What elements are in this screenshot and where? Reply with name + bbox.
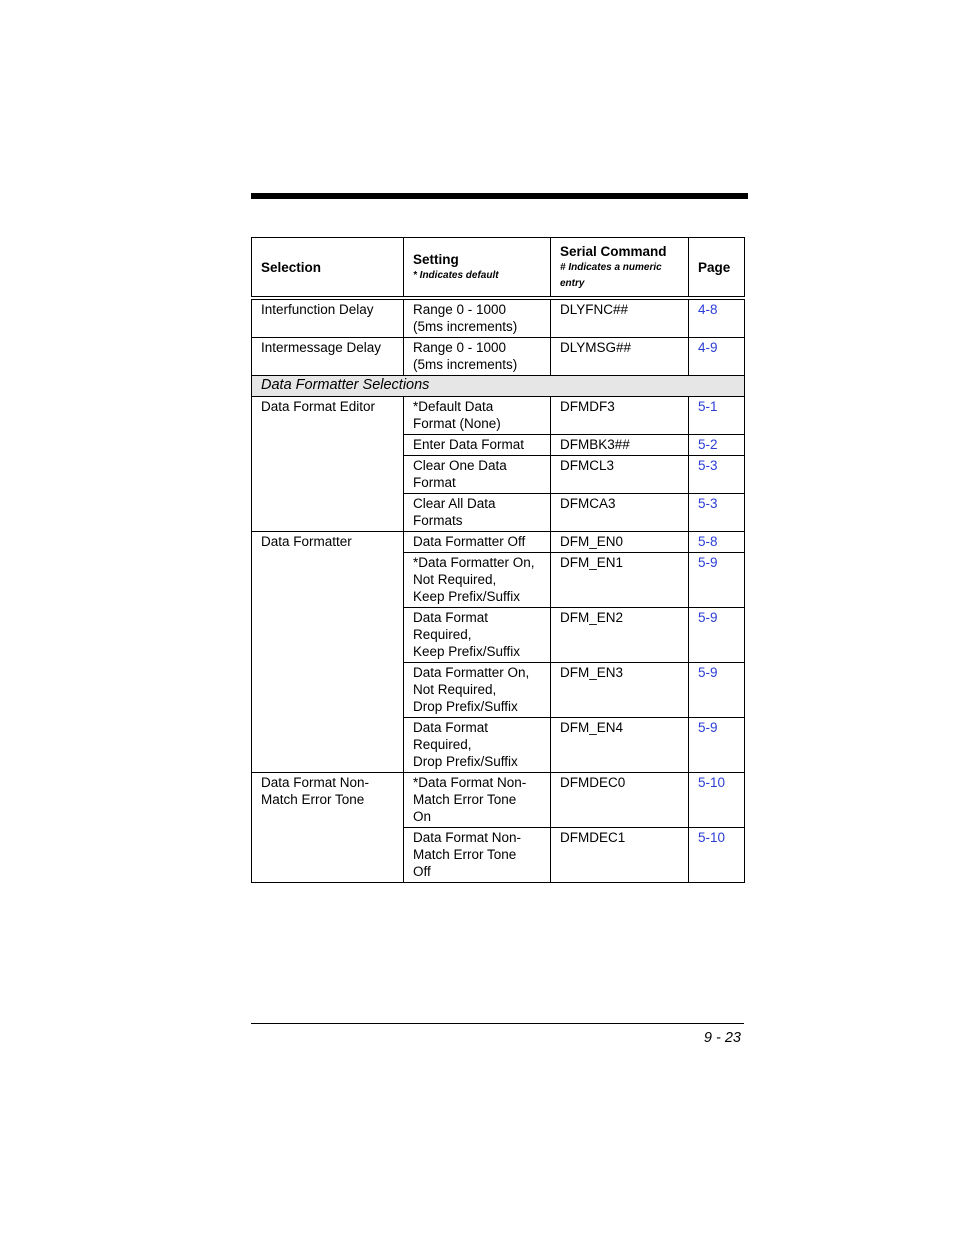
setting-line: *Default Data bbox=[413, 399, 494, 414]
serial-command-table bbox=[251, 237, 745, 883]
page-link[interactable]: 5-10 bbox=[698, 775, 726, 790]
selection-cell: Intermessage Delay bbox=[252, 338, 404, 376]
setting-line: Off bbox=[413, 864, 431, 879]
setting-line: (5ms increments) bbox=[413, 319, 518, 334]
page-cell bbox=[689, 397, 745, 435]
setting-cell bbox=[404, 608, 551, 663]
setting-cell bbox=[404, 298, 551, 338]
page-number: 9 - 23 bbox=[703, 1030, 741, 1046]
page-cell bbox=[689, 718, 745, 773]
setting-line: Keep Prefix/Suffix bbox=[413, 589, 521, 604]
command-cell: DFMBK3## bbox=[551, 435, 689, 456]
selection-cell bbox=[252, 532, 404, 773]
setting-cell bbox=[404, 338, 551, 376]
setting-line: Clear All Data bbox=[413, 496, 496, 511]
page-link[interactable]: 5-2 bbox=[698, 437, 718, 452]
header-serial-label: Serial Command bbox=[560, 243, 667, 259]
section-row bbox=[252, 376, 745, 397]
page-cell bbox=[689, 532, 745, 553]
setting-line: Required, bbox=[413, 627, 472, 642]
setting-line: Match Error Tone bbox=[413, 792, 517, 807]
command-cell: DLYMSG## bbox=[551, 338, 689, 376]
setting-line: Data Formatter Off bbox=[413, 534, 526, 549]
command-cell: DFM_EN2 bbox=[551, 608, 689, 663]
selection-cell bbox=[252, 397, 404, 532]
table-row bbox=[252, 773, 745, 828]
setting-cell bbox=[404, 435, 551, 456]
setting-line: Drop Prefix/Suffix bbox=[413, 754, 518, 769]
header-setting-label: Setting bbox=[413, 251, 459, 267]
selection-line: Data Formatter bbox=[261, 534, 352, 549]
command-cell: DFMDF3 bbox=[551, 397, 689, 435]
setting-line: (5ms increments) bbox=[413, 357, 518, 372]
setting-line: Data Format bbox=[413, 610, 489, 625]
setting-line: Required, bbox=[413, 737, 472, 752]
setting-line: Format bbox=[413, 475, 456, 490]
page-cell bbox=[689, 773, 745, 828]
setting-line: Data Format bbox=[413, 720, 489, 735]
selection-line: Match Error Tone bbox=[261, 792, 365, 807]
setting-cell bbox=[404, 553, 551, 608]
setting-line: Drop Prefix/Suffix bbox=[413, 699, 518, 714]
page-link[interactable]: 5-8 bbox=[698, 534, 718, 549]
setting-line: Data Format Non- bbox=[413, 830, 522, 845]
setting-cell bbox=[404, 773, 551, 828]
setting-cell bbox=[404, 397, 551, 435]
setting-line: Match Error Tone bbox=[413, 847, 517, 862]
command-cell: DLYFNC## bbox=[551, 298, 689, 338]
header-setting bbox=[404, 238, 551, 299]
page-cell bbox=[689, 435, 745, 456]
table-row bbox=[252, 298, 745, 338]
selection-line: Data Format Non- bbox=[261, 775, 370, 790]
command-cell: DFM_EN3 bbox=[551, 663, 689, 718]
page-cell bbox=[689, 494, 745, 532]
page-cell bbox=[689, 608, 745, 663]
setting-line: Format (None) bbox=[413, 416, 501, 431]
page-link[interactable]: 4-9 bbox=[698, 340, 718, 355]
selection-cell bbox=[252, 773, 404, 883]
setting-cell bbox=[404, 456, 551, 494]
setting-line: Clear One Data bbox=[413, 458, 507, 473]
setting-line: Range 0 - 1000 bbox=[413, 340, 507, 355]
command-cell: DFM_EN1 bbox=[551, 553, 689, 608]
page-cell bbox=[689, 828, 745, 883]
page-link[interactable]: 5-10 bbox=[698, 830, 726, 845]
setting-cell bbox=[404, 663, 551, 718]
page-link[interactable]: 5-9 bbox=[698, 720, 718, 735]
table-body bbox=[252, 298, 745, 883]
table-row bbox=[252, 532, 745, 553]
table-row bbox=[252, 338, 745, 376]
page-link[interactable]: 5-9 bbox=[698, 610, 718, 625]
page-cell bbox=[689, 338, 745, 376]
command-cell: DFM_EN4 bbox=[551, 718, 689, 773]
setting-cell bbox=[404, 532, 551, 553]
page-cell bbox=[689, 298, 745, 338]
header-setting-note: * Indicates default bbox=[413, 269, 499, 281]
setting-line: Not Required, bbox=[413, 682, 497, 697]
setting-cell bbox=[404, 718, 551, 773]
page-cell bbox=[689, 663, 745, 718]
page-link[interactable]: 5-1 bbox=[698, 399, 718, 414]
page-link[interactable]: 5-9 bbox=[698, 665, 718, 680]
footer-rule bbox=[251, 1023, 744, 1024]
setting-line: Data Formatter On, bbox=[413, 665, 530, 680]
command-cell: DFMDEC0 bbox=[551, 773, 689, 828]
command-cell: DFMDEC1 bbox=[551, 828, 689, 883]
top-rule bbox=[251, 193, 748, 199]
setting-cell bbox=[404, 494, 551, 532]
page-cell bbox=[689, 553, 745, 608]
page-link[interactable]: 5-3 bbox=[698, 458, 718, 473]
header-selection: Selection bbox=[252, 238, 404, 299]
setting-cell bbox=[404, 828, 551, 883]
command-cell: DFMCL3 bbox=[551, 456, 689, 494]
table-header-row bbox=[252, 238, 745, 299]
selection-line: Data Format Editor bbox=[261, 399, 376, 414]
selection-cell: Interfunction Delay bbox=[252, 298, 404, 338]
header-page: Page bbox=[689, 238, 745, 299]
command-cell: DFMCA3 bbox=[551, 494, 689, 532]
setting-line: Not Required, bbox=[413, 572, 497, 587]
section-title: Data Formatter Selections bbox=[252, 376, 745, 397]
setting-line: Formats bbox=[413, 513, 463, 528]
table-row bbox=[252, 397, 745, 435]
header-serial-command bbox=[551, 238, 689, 299]
setting-line: Enter Data Format bbox=[413, 437, 525, 452]
setting-line: *Data Format Non- bbox=[413, 775, 527, 790]
page-link[interactable]: 5-3 bbox=[698, 496, 718, 511]
header-serial-note: # Indicates a numeric entry bbox=[560, 261, 662, 289]
page-cell bbox=[689, 456, 745, 494]
setting-line: *Data Formatter On, bbox=[413, 555, 535, 570]
setting-line: Range 0 - 1000 bbox=[413, 302, 507, 317]
page-link[interactable]: 5-9 bbox=[698, 555, 718, 570]
setting-line: Keep Prefix/Suffix bbox=[413, 644, 521, 659]
command-cell: DFM_EN0 bbox=[551, 532, 689, 553]
page-link[interactable]: 4-8 bbox=[698, 302, 718, 317]
setting-line: On bbox=[413, 809, 432, 824]
